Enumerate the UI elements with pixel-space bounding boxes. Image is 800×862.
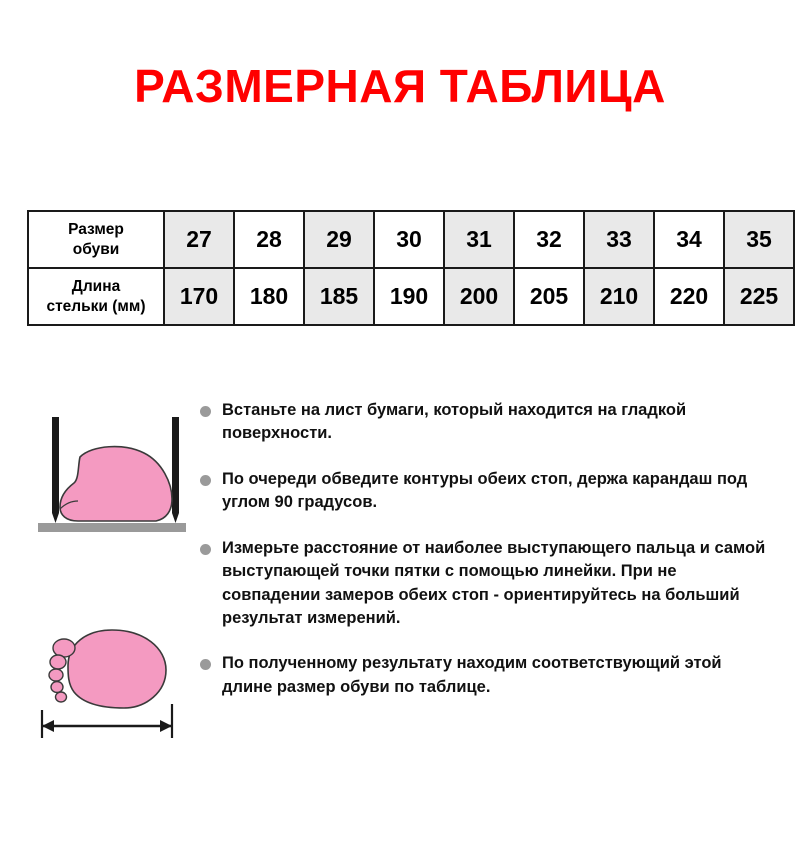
cell-length-32: 205 bbox=[514, 268, 584, 325]
list-item bbox=[200, 468, 780, 515]
foot-side-view-figure bbox=[20, 399, 196, 549]
instruction-text-3: Измерьте расстояние от наиболее выступающего пальца и самой выступающей точки пятки с помощью линейки. При не совпадении замеров обеих стоп - ориентируйтесь на больший результат измерений. bbox=[222, 538, 766, 627]
figures-column bbox=[20, 399, 210, 744]
cell-size-31: 31 bbox=[444, 211, 514, 268]
row-label-line2: стельки (мм) bbox=[46, 297, 146, 315]
bullet-dot-icon bbox=[200, 406, 211, 417]
cell-size-32: 32 bbox=[514, 211, 584, 268]
instruction-list bbox=[200, 399, 780, 721]
row-label-line1: Размер bbox=[68, 221, 124, 239]
cell-size-30: 30 bbox=[374, 211, 444, 268]
size-table bbox=[27, 210, 795, 326]
cell-size-33: 33 bbox=[584, 211, 654, 268]
cell-size-28: 28 bbox=[234, 211, 304, 268]
cell-length-29: 185 bbox=[304, 268, 374, 325]
instructions-section bbox=[0, 387, 800, 847]
cell-size-34: 34 bbox=[654, 211, 724, 268]
row-label-line2: обуви bbox=[72, 240, 120, 258]
foot-side-view-icon bbox=[20, 399, 196, 549]
row-label-insole-length bbox=[28, 268, 164, 325]
table-row bbox=[28, 268, 794, 325]
cell-length-33: 210 bbox=[584, 268, 654, 325]
row-label-line1: Длина bbox=[71, 278, 121, 296]
cell-length-34: 220 bbox=[654, 268, 724, 325]
instruction-text-2: По очереди обведите контуры обеих стоп, держа карандаш под углом 90 градусов. bbox=[222, 469, 748, 512]
cell-length-30: 190 bbox=[374, 268, 444, 325]
page-title: РАЗМЕРНАЯ ТАБЛИЦА bbox=[134, 60, 666, 112]
instruction-text-4: По полученному результату находим соответствующий этой длине размер обуви по таблице. bbox=[222, 654, 722, 696]
size-table-container bbox=[27, 210, 779, 326]
table-row bbox=[28, 211, 794, 268]
list-item bbox=[200, 537, 780, 631]
foot-top-view-figure bbox=[20, 604, 196, 744]
cell-length-27: 170 bbox=[164, 268, 234, 325]
foot-top-view-icon bbox=[20, 604, 196, 744]
cell-size-27: 27 bbox=[164, 211, 234, 268]
row-label-shoe-size bbox=[28, 211, 164, 268]
bullet-dot-icon bbox=[200, 544, 211, 555]
list-item bbox=[200, 652, 780, 699]
bullet-dot-icon bbox=[200, 475, 211, 486]
bullet-dot-icon bbox=[200, 659, 211, 670]
cell-size-35: 35 bbox=[724, 211, 794, 268]
cell-length-35: 225 bbox=[724, 268, 794, 325]
cell-length-28: 180 bbox=[234, 268, 304, 325]
instruction-text-1: Встаньте на лист бумаги, который находится на гладкой поверхности. bbox=[222, 401, 687, 443]
cell-size-29: 29 bbox=[304, 211, 374, 268]
cell-length-31: 200 bbox=[444, 268, 514, 325]
list-item bbox=[200, 399, 780, 446]
